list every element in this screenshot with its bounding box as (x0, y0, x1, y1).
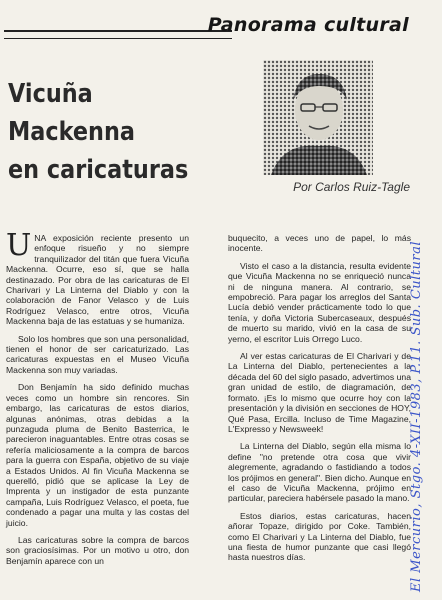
section-header (4, 14, 409, 42)
paragraph: Visto el caso a la distancia, resulta evidente que Vicuña Mackenna no se enriqueció nunca ni de ninguna manera. Al contrario, se empobreció. Para pagar los arreglos del Santa Lucía debió vender prácticamente todo lo que tenía, y doña Victoria Subercaseaux, después de muerto su marido, vivió en la casa de su yerno, el escritor Luis Orrego Luco. (228, 260, 411, 344)
paragraph: Don Benjamín ha sido definido muchas veces como un hombre sin rencores. Sin embargo, las caricaturas de estos diarios, algunas anónimas, otras debidas a la punzaguda pluma de Benito Basterrica, le parecieron inaguantables. Entre otras cosas se refería maliciosamente a la compra de barcos para la guerra con España, objetivo de su viaje a Estados Unidos. Al fin Vicuña Mackenna se querelló, pidió que se aplicase la Ley de Imprenta y un instigador de esta punzante campaña, Luis Rodríguez Velasco, el poeta, fue condenado a pagar una multa y las costas del juicio. (6, 382, 189, 528)
paragraph: Estos diarios, estas caricaturas, hacen añorar Topaze, dirigido por Coke. También, como El Charivari y La Linterna del Diablo, fue una fiesta de humor punzante que casi llegó hasta nuestros días. (228, 510, 411, 563)
headline-line-1: Vicuña Mackenna (8, 79, 135, 147)
handwritten-annotation: El Mercurio, Stgo. 4-XII-1983, P.11. Sub. Cultural (409, 240, 424, 592)
article-byline: Por Carlos Ruiz-Tagle (293, 180, 410, 194)
section-title: Panorama cultural (207, 14, 409, 36)
article-column-left (6, 228, 189, 573)
paragraph: La Linterna del Diablo, según ella misma lo define "no pretende otra cosa que vivir alegremente, agradando o fastidiando a todos los prójimos en general". Bien dicho. Aunque en el caso de Vicuña Mackenna, prójimo en particular, pareciera habérsele pasado la mano. (228, 441, 411, 504)
author-portrait-image (263, 60, 373, 175)
header-rule (4, 30, 232, 32)
article-headline (8, 75, 214, 189)
paragraph: Solo los hombres que son una personalidad, tienen el honor de ser caricaturizado. Las caricaturas expuestas en el Museo Vicuña Mackenna son muy variadas. (6, 333, 189, 375)
header-rule-thin (4, 38, 232, 39)
article-column-right (228, 233, 411, 570)
headline-line-2: en caricaturas (8, 155, 189, 185)
paragraph: Las caricaturas sobre la compra de barcos son graciosísimas. Por un motivo u otro, don Benjamín aparece con un (6, 534, 189, 566)
paragraph: buquecito, a veces uno de papel, lo más inocente. (228, 233, 411, 254)
paragraph: UNA exposición reciente presento un enfoque risueño y no siempre tranquilizador del titán que fuera Vicuña Mackenna. Ocurre, eso sí, que se halla destinazado. Por obra de las caricaturas de El Charivari y La Linterna del Diablo y con la colaboración de Fanor Velasco y de Luis Rodríguez Velasco, entre otros, Vicuña Mackenna baja de las estatuas y se humaniza. (6, 228, 189, 327)
drop-cap: U (6, 228, 32, 263)
paragraph: Al ver estas caricaturas de El Charivari y de La Linterna del Diablo, pertenecientes a la década del 60 del siglo pasado, advertimos una gran unidad de estilo, de diagramación, de formato. ¡Es lo mismo que ocurre hoy con la presentación y la división en secciones de HOY, Qué Pasa, Ercilla. Incluso de Time Magazine, L'Expresso y Newsweek! (228, 351, 411, 434)
